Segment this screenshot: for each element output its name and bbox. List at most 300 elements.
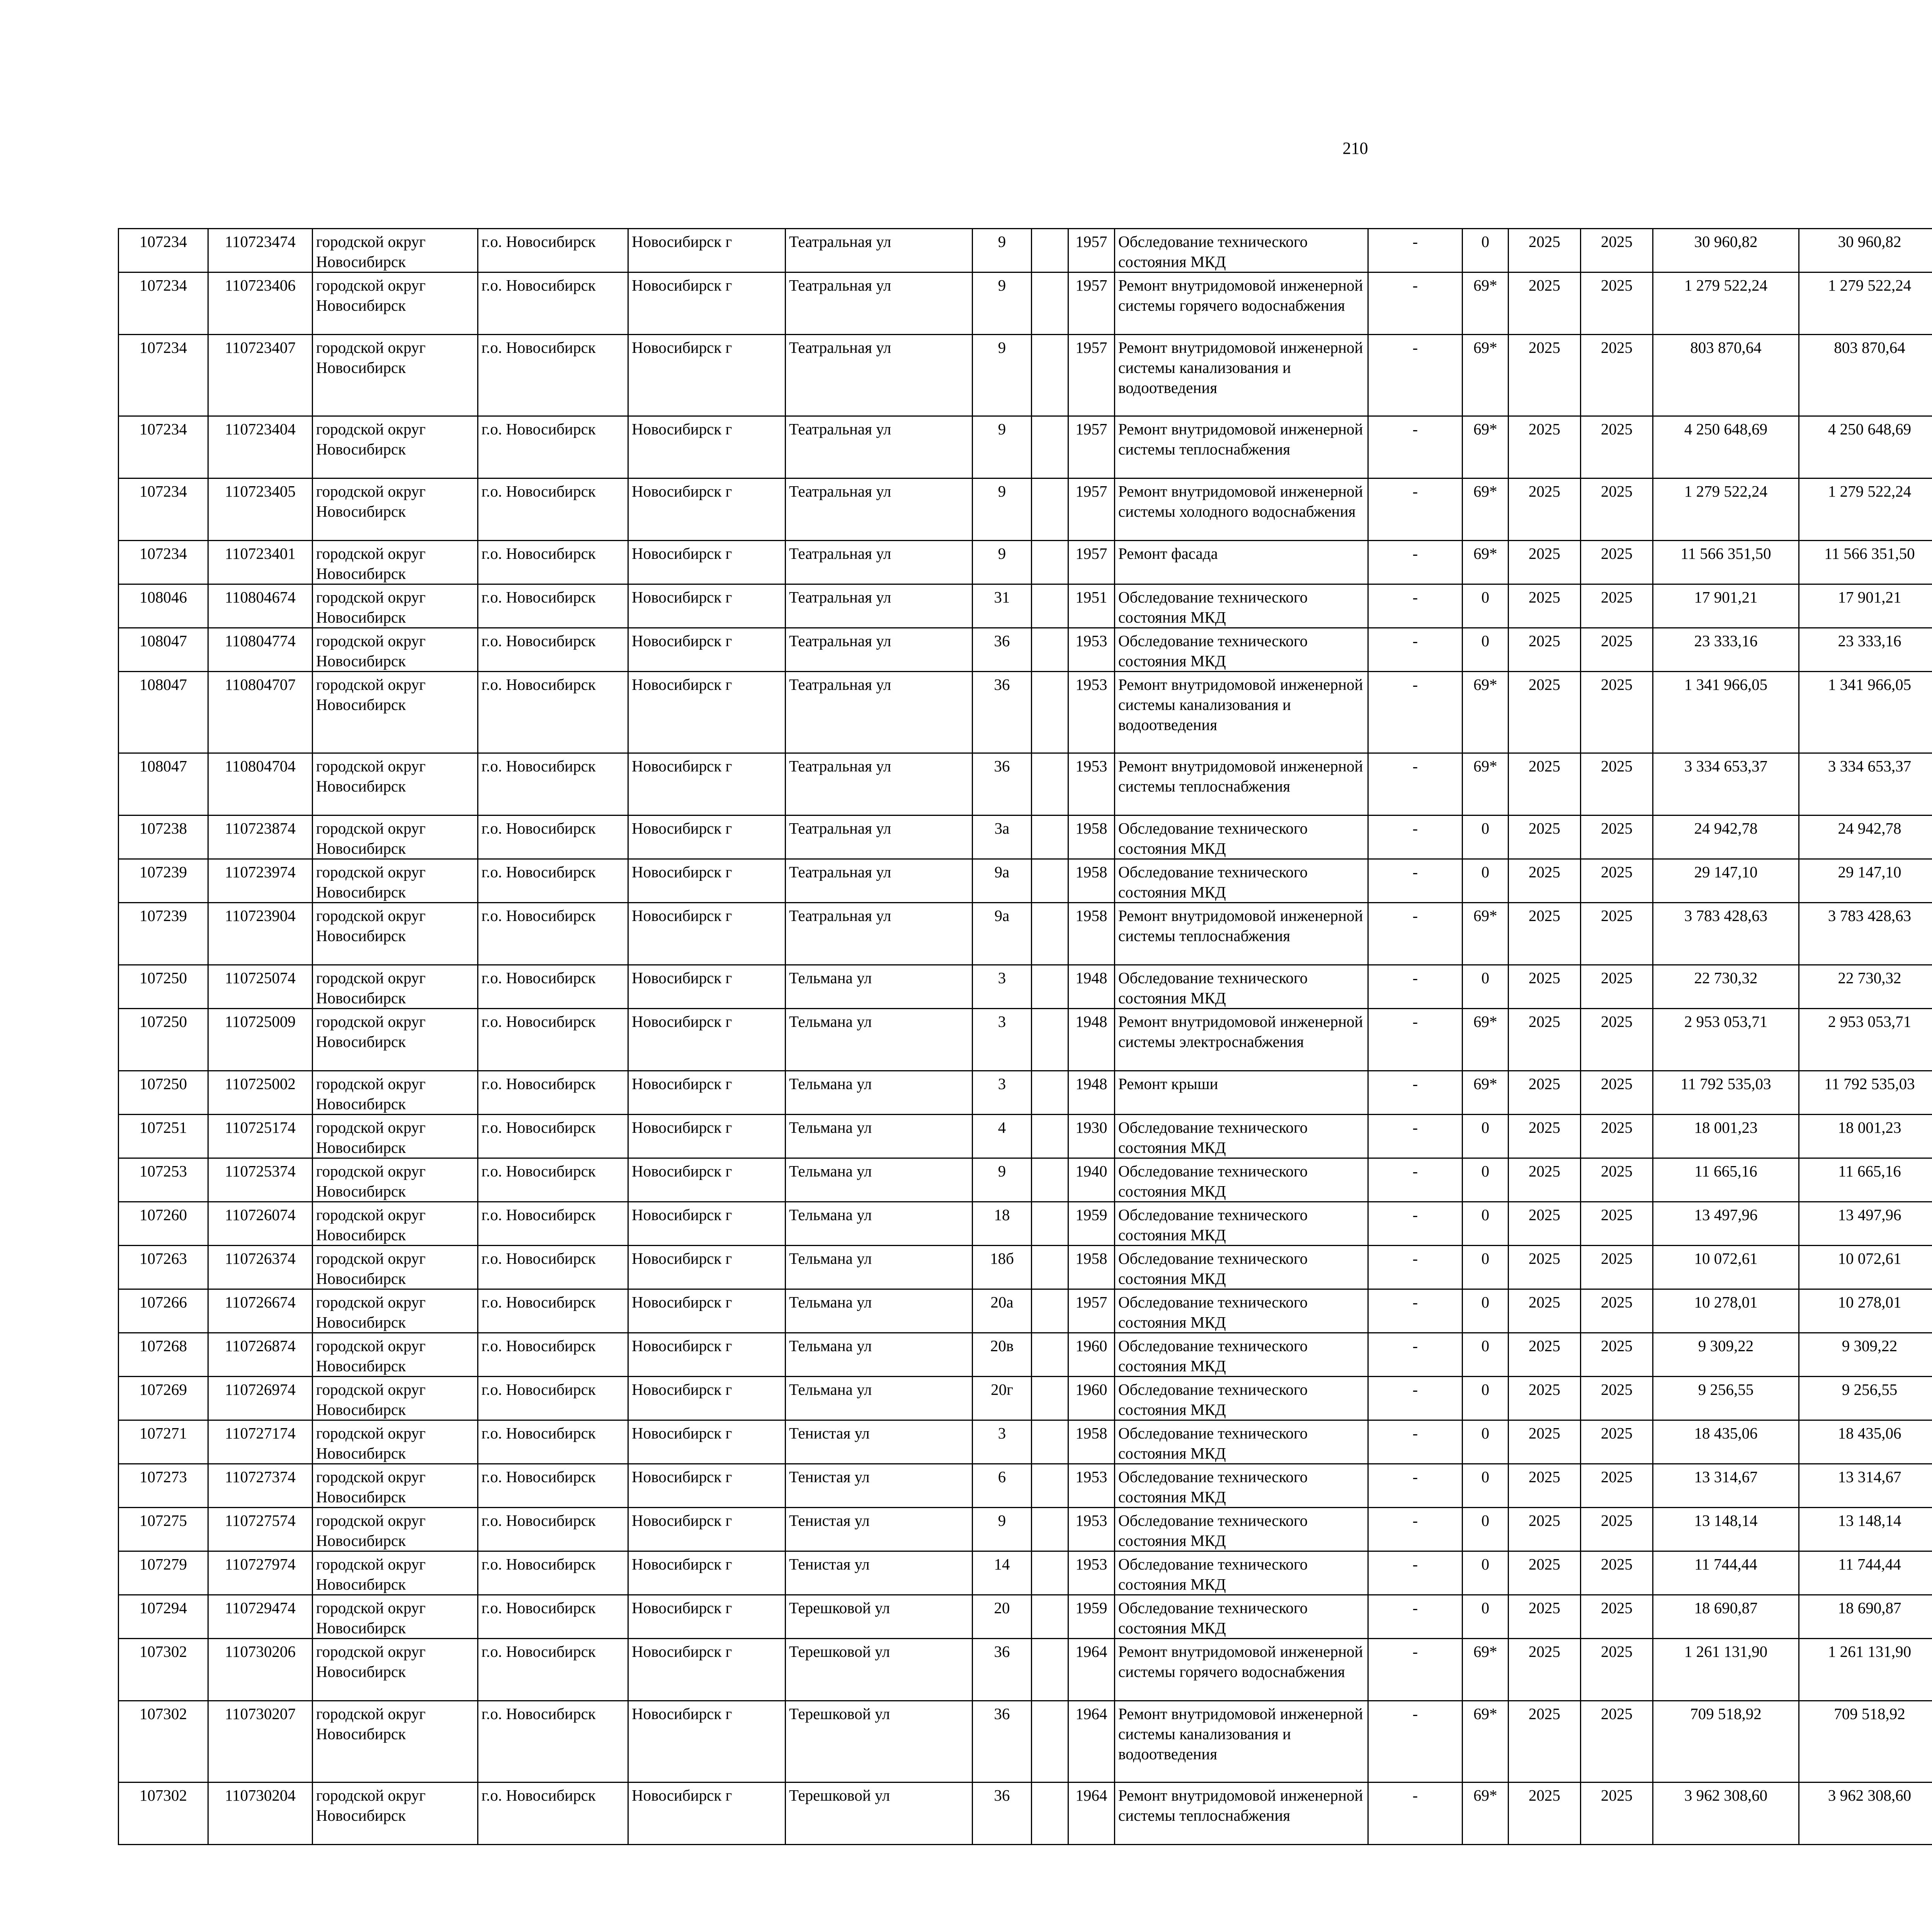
cell-municipality: городской округ Новосибирск bbox=[313, 1508, 478, 1551]
cell-municipality: городской округ Новосибирск bbox=[313, 1551, 478, 1595]
cell-dash: - bbox=[1368, 1639, 1463, 1701]
cell-dash: - bbox=[1368, 628, 1463, 672]
table-row bbox=[119, 859, 1932, 903]
cell-settlement: г.о. Новосибирск bbox=[478, 1202, 628, 1246]
cell-dash: - bbox=[1368, 272, 1463, 335]
cell-municipality: городской округ Новосибирск bbox=[313, 478, 478, 541]
table-row bbox=[119, 1551, 1932, 1595]
cell-year-end: 2025 bbox=[1581, 965, 1653, 1009]
cell-cost-fund: 2 953 053,71 bbox=[1799, 1009, 1932, 1071]
cell-year-end: 2025 bbox=[1581, 1289, 1653, 1333]
cell-year-start: 2025 bbox=[1509, 1071, 1581, 1115]
cell-street: Театральная ул bbox=[786, 541, 973, 584]
cell-build-year: 1953 bbox=[1068, 753, 1115, 815]
table-row bbox=[119, 272, 1932, 335]
cell-locality: Новосибирск г bbox=[628, 1464, 786, 1508]
cell-year-end: 2025 bbox=[1581, 903, 1653, 965]
cell-house-id: 107260 bbox=[119, 1202, 208, 1246]
cell-settlement: г.о. Новосибирск bbox=[478, 1595, 628, 1639]
cell-build-year: 1958 bbox=[1068, 903, 1115, 965]
cell-work-code: 110727374 bbox=[208, 1464, 313, 1508]
cell-municipality: городской округ Новосибирск bbox=[313, 1377, 478, 1420]
cell-municipality: городской округ Новосибирск bbox=[313, 1701, 478, 1783]
cell-letter bbox=[1032, 1701, 1068, 1783]
cell-work-code: 110723401 bbox=[208, 541, 313, 584]
cell-year-end: 2025 bbox=[1581, 1333, 1653, 1377]
cell-locality: Новосибирск г bbox=[628, 1115, 786, 1158]
cell-year-start: 2025 bbox=[1509, 1508, 1581, 1551]
cell-cost-fund: 17 901,21 bbox=[1799, 584, 1932, 628]
cell-cost-total: 11 665,16 bbox=[1653, 1158, 1799, 1202]
cell-cost-total: 1 279 522,24 bbox=[1653, 478, 1799, 541]
cell-year-start: 2025 bbox=[1509, 1420, 1581, 1464]
cell-dash: - bbox=[1368, 1420, 1463, 1464]
cell-municipality: городской округ Новосибирск bbox=[313, 1009, 478, 1071]
cell-dash: - bbox=[1368, 859, 1463, 903]
cell-locality: Новосибирск г bbox=[628, 1071, 786, 1115]
cell-letter bbox=[1032, 478, 1068, 541]
cell-year-start: 2025 bbox=[1509, 1701, 1581, 1783]
cell-work-type: Ремонт внутридомовой инженерной системы холодного водоснабжения bbox=[1115, 478, 1368, 541]
cell-cost-total: 13 148,14 bbox=[1653, 1508, 1799, 1551]
cell-street: Тельмана ул bbox=[786, 965, 973, 1009]
cell-cost-fund: 9 309,22 bbox=[1799, 1333, 1932, 1377]
cell-year-end: 2025 bbox=[1581, 229, 1653, 272]
cell-year-start: 2025 bbox=[1509, 335, 1581, 416]
cell-house-number: 36 bbox=[973, 1639, 1032, 1701]
cell-municipality: городской округ Новосибирск bbox=[313, 1289, 478, 1333]
cell-cost-total: 2 953 053,71 bbox=[1653, 1009, 1799, 1071]
cell-year-start: 2025 bbox=[1509, 672, 1581, 753]
cell-build-year: 1957 bbox=[1068, 416, 1115, 478]
cell-dash: - bbox=[1368, 584, 1463, 628]
cell-year-start: 2025 bbox=[1509, 859, 1581, 903]
cell-house-id: 107275 bbox=[119, 1508, 208, 1551]
cell-year-end: 2025 bbox=[1581, 584, 1653, 628]
cell-house-id: 107239 bbox=[119, 859, 208, 903]
cell-sign: 69* bbox=[1463, 272, 1509, 335]
cell-cost-fund: 11 744,44 bbox=[1799, 1551, 1932, 1595]
cell-house-number: 9 bbox=[973, 478, 1032, 541]
cell-house-number: 14 bbox=[973, 1551, 1032, 1595]
cell-work-code: 110723405 bbox=[208, 478, 313, 541]
cell-house-id: 107238 bbox=[119, 815, 208, 859]
cell-dash: - bbox=[1368, 478, 1463, 541]
table-row bbox=[119, 1246, 1932, 1289]
cell-work-code: 110730204 bbox=[208, 1783, 313, 1845]
cell-dash: - bbox=[1368, 815, 1463, 859]
cell-house-id: 107234 bbox=[119, 229, 208, 272]
cell-sign: 69* bbox=[1463, 1639, 1509, 1701]
cell-house-number: 9 bbox=[973, 1158, 1032, 1202]
cell-settlement: г.о. Новосибирск bbox=[478, 753, 628, 815]
cell-build-year: 1958 bbox=[1068, 859, 1115, 903]
cell-work-code: 110725374 bbox=[208, 1158, 313, 1202]
cell-build-year: 1957 bbox=[1068, 229, 1115, 272]
cell-municipality: городской округ Новосибирск bbox=[313, 1158, 478, 1202]
cell-dash: - bbox=[1368, 1202, 1463, 1246]
cell-build-year: 1964 bbox=[1068, 1783, 1115, 1845]
cell-street: Терешковой ул bbox=[786, 1595, 973, 1639]
cell-work-code: 110726374 bbox=[208, 1246, 313, 1289]
cell-work-code: 110726874 bbox=[208, 1333, 313, 1377]
table-row bbox=[119, 1071, 1932, 1115]
cell-letter bbox=[1032, 1595, 1068, 1639]
cell-house-number: 3 bbox=[973, 1009, 1032, 1071]
table-row bbox=[119, 1639, 1932, 1701]
cell-work-code: 110730207 bbox=[208, 1701, 313, 1783]
cell-settlement: г.о. Новосибирск bbox=[478, 1246, 628, 1289]
cell-work-type: Обследование технического состояния МКД bbox=[1115, 1202, 1368, 1246]
cell-municipality: городской округ Новосибирск bbox=[313, 1071, 478, 1115]
cell-letter bbox=[1032, 1508, 1068, 1551]
cell-letter bbox=[1032, 1009, 1068, 1071]
cell-year-end: 2025 bbox=[1581, 1158, 1653, 1202]
cell-year-start: 2025 bbox=[1509, 478, 1581, 541]
cell-cost-fund: 18 001,23 bbox=[1799, 1115, 1932, 1158]
cell-house-number: 9а bbox=[973, 903, 1032, 965]
cell-cost-total: 4 250 648,69 bbox=[1653, 416, 1799, 478]
cell-dash: - bbox=[1368, 1508, 1463, 1551]
cell-street: Тельмана ул bbox=[786, 1246, 973, 1289]
cell-settlement: г.о. Новосибирск bbox=[478, 584, 628, 628]
cell-dash: - bbox=[1368, 1377, 1463, 1420]
cell-cost-total: 11 744,44 bbox=[1653, 1551, 1799, 1595]
cell-year-start: 2025 bbox=[1509, 416, 1581, 478]
cell-municipality: городской округ Новосибирск bbox=[313, 416, 478, 478]
cell-year-end: 2025 bbox=[1581, 1464, 1653, 1508]
repair-program-table-wrap bbox=[118, 228, 1932, 1845]
cell-municipality: городской округ Новосибирск bbox=[313, 541, 478, 584]
cell-work-code: 110727574 bbox=[208, 1508, 313, 1551]
table-row bbox=[119, 1701, 1932, 1783]
cell-street: Театральная ул bbox=[786, 272, 973, 335]
cell-locality: Новосибирск г bbox=[628, 672, 786, 753]
cell-municipality: городской округ Новосибирск bbox=[313, 628, 478, 672]
cell-locality: Новосибирск г bbox=[628, 628, 786, 672]
cell-sign: 69* bbox=[1463, 416, 1509, 478]
cell-letter bbox=[1032, 1289, 1068, 1333]
cell-sign: 0 bbox=[1463, 1377, 1509, 1420]
cell-sign: 69* bbox=[1463, 672, 1509, 753]
cell-sign: 0 bbox=[1463, 1464, 1509, 1508]
cell-house-id: 107302 bbox=[119, 1701, 208, 1783]
table-row bbox=[119, 416, 1932, 478]
cell-locality: Новосибирск г bbox=[628, 272, 786, 335]
cell-house-number: 36 bbox=[973, 753, 1032, 815]
cell-letter bbox=[1032, 1639, 1068, 1701]
cell-letter bbox=[1032, 1202, 1068, 1246]
cell-cost-total: 18 001,23 bbox=[1653, 1115, 1799, 1158]
cell-cost-total: 10 278,01 bbox=[1653, 1289, 1799, 1333]
cell-settlement: г.о. Новосибирск bbox=[478, 541, 628, 584]
cell-year-start: 2025 bbox=[1509, 541, 1581, 584]
table-row bbox=[119, 478, 1932, 541]
cell-build-year: 1957 bbox=[1068, 335, 1115, 416]
cell-work-code: 110723407 bbox=[208, 335, 313, 416]
cell-street: Тельмана ул bbox=[786, 1158, 973, 1202]
cell-work-type: Обследование технического состояния МКД bbox=[1115, 628, 1368, 672]
cell-settlement: г.о. Новосибирск bbox=[478, 1071, 628, 1115]
cell-dash: - bbox=[1368, 1289, 1463, 1333]
cell-year-start: 2025 bbox=[1509, 1158, 1581, 1202]
cell-cost-total: 18 690,87 bbox=[1653, 1595, 1799, 1639]
cell-year-end: 2025 bbox=[1581, 1420, 1653, 1464]
cell-year-end: 2025 bbox=[1581, 1202, 1653, 1246]
cell-year-start: 2025 bbox=[1509, 1595, 1581, 1639]
cell-house-number: 9 bbox=[973, 541, 1032, 584]
cell-letter bbox=[1032, 1377, 1068, 1420]
cell-street: Тельмана ул bbox=[786, 1115, 973, 1158]
cell-house-number: 20а bbox=[973, 1289, 1032, 1333]
cell-locality: Новосибирск г bbox=[628, 815, 786, 859]
cell-year-end: 2025 bbox=[1581, 628, 1653, 672]
cell-letter bbox=[1032, 1246, 1068, 1289]
cell-cost-fund: 23 333,16 bbox=[1799, 628, 1932, 672]
cell-work-type: Ремонт внутридомовой инженерной системы теплоснабжения bbox=[1115, 903, 1368, 965]
cell-cost-total: 10 072,61 bbox=[1653, 1246, 1799, 1289]
page-number: 210 bbox=[1342, 139, 1368, 158]
cell-municipality: городской округ Новосибирск bbox=[313, 1639, 478, 1701]
cell-work-code: 110804707 bbox=[208, 672, 313, 753]
cell-sign: 0 bbox=[1463, 965, 1509, 1009]
cell-year-start: 2025 bbox=[1509, 1377, 1581, 1420]
cell-street: Театральная ул bbox=[786, 416, 973, 478]
cell-house-number: 9 bbox=[973, 416, 1032, 478]
table-row bbox=[119, 1508, 1932, 1551]
cell-street: Тельмана ул bbox=[786, 1009, 973, 1071]
cell-cost-total: 24 942,78 bbox=[1653, 815, 1799, 859]
cell-dash: - bbox=[1368, 1071, 1463, 1115]
table-row bbox=[119, 753, 1932, 815]
cell-build-year: 1957 bbox=[1068, 1289, 1115, 1333]
cell-sign: 69* bbox=[1463, 903, 1509, 965]
cell-work-code: 110725074 bbox=[208, 965, 313, 1009]
cell-work-type: Обследование технического состояния МКД bbox=[1115, 1246, 1368, 1289]
cell-cost-total: 1 261 131,90 bbox=[1653, 1639, 1799, 1701]
cell-house-number: 36 bbox=[973, 628, 1032, 672]
cell-build-year: 1964 bbox=[1068, 1701, 1115, 1783]
cell-year-end: 2025 bbox=[1581, 859, 1653, 903]
cell-year-start: 2025 bbox=[1509, 1115, 1581, 1158]
cell-sign: 0 bbox=[1463, 859, 1509, 903]
cell-street: Театральная ул bbox=[786, 753, 973, 815]
cell-work-type: Обследование технического состояния МКД bbox=[1115, 1508, 1368, 1551]
cell-work-type: Ремонт внутридомовой инженерной системы горячего водоснабжения bbox=[1115, 1639, 1368, 1701]
cell-settlement: г.о. Новосибирск bbox=[478, 815, 628, 859]
cell-work-code: 110730206 bbox=[208, 1639, 313, 1701]
cell-year-end: 2025 bbox=[1581, 1639, 1653, 1701]
cell-settlement: г.о. Новосибирск bbox=[478, 965, 628, 1009]
cell-house-id: 107253 bbox=[119, 1158, 208, 1202]
table-row bbox=[119, 1289, 1932, 1333]
cell-cost-total: 23 333,16 bbox=[1653, 628, 1799, 672]
cell-work-type: Обследование технического состояния МКД bbox=[1115, 1115, 1368, 1158]
cell-municipality: городской округ Новосибирск bbox=[313, 1333, 478, 1377]
cell-house-number: 20 bbox=[973, 1595, 1032, 1639]
cell-dash: - bbox=[1368, 335, 1463, 416]
cell-house-number: 3 bbox=[973, 1071, 1032, 1115]
cell-street: Театральная ул bbox=[786, 672, 973, 753]
cell-year-end: 2025 bbox=[1581, 1246, 1653, 1289]
cell-letter bbox=[1032, 1551, 1068, 1595]
cell-house-number: 9 bbox=[973, 335, 1032, 416]
cell-cost-fund: 3 334 653,37 bbox=[1799, 753, 1932, 815]
cell-house-id: 108047 bbox=[119, 628, 208, 672]
cell-work-type: Ремонт внутридомовой инженерной системы теплоснабжения bbox=[1115, 416, 1368, 478]
cell-street: Терешковой ул bbox=[786, 1701, 973, 1783]
cell-sign: 69* bbox=[1463, 1009, 1509, 1071]
cell-cost-total: 709 518,92 bbox=[1653, 1701, 1799, 1783]
cell-locality: Новосибирск г bbox=[628, 1508, 786, 1551]
cell-house-number: 9а bbox=[973, 859, 1032, 903]
cell-locality: Новосибирск г bbox=[628, 1595, 786, 1639]
cell-cost-fund: 3 783 428,63 bbox=[1799, 903, 1932, 965]
repair-program-table bbox=[118, 228, 1932, 1845]
cell-work-code: 110723404 bbox=[208, 416, 313, 478]
cell-locality: Новосибирск г bbox=[628, 1289, 786, 1333]
cell-house-number: 3 bbox=[973, 1420, 1032, 1464]
cell-street: Тенистая ул bbox=[786, 1420, 973, 1464]
cell-house-id: 107302 bbox=[119, 1783, 208, 1845]
cell-cost-fund: 29 147,10 bbox=[1799, 859, 1932, 903]
cell-street: Тельмана ул bbox=[786, 1333, 973, 1377]
cell-sign: 69* bbox=[1463, 1071, 1509, 1115]
cell-year-end: 2025 bbox=[1581, 1701, 1653, 1783]
cell-cost-fund: 22 730,32 bbox=[1799, 965, 1932, 1009]
cell-house-number: 3а bbox=[973, 815, 1032, 859]
cell-locality: Новосибирск г bbox=[628, 753, 786, 815]
cell-work-type: Ремонт крыши bbox=[1115, 1071, 1368, 1115]
cell-municipality: городской округ Новосибирск bbox=[313, 272, 478, 335]
cell-locality: Новосибирск г bbox=[628, 1333, 786, 1377]
cell-locality: Новосибирск г bbox=[628, 478, 786, 541]
cell-work-type: Обследование технического состояния МКД bbox=[1115, 1595, 1368, 1639]
cell-settlement: г.о. Новосибирск bbox=[478, 1333, 628, 1377]
cell-street: Тенистая ул bbox=[786, 1464, 973, 1508]
cell-house-id: 107279 bbox=[119, 1551, 208, 1595]
cell-house-number: 18 bbox=[973, 1202, 1032, 1246]
cell-dash: - bbox=[1368, 541, 1463, 584]
cell-letter bbox=[1032, 1158, 1068, 1202]
cell-settlement: г.о. Новосибирск bbox=[478, 335, 628, 416]
cell-year-start: 2025 bbox=[1509, 1202, 1581, 1246]
cell-work-type: Обследование технического состояния МКД bbox=[1115, 1551, 1368, 1595]
cell-sign: 69* bbox=[1463, 541, 1509, 584]
cell-sign: 0 bbox=[1463, 1595, 1509, 1639]
cell-year-start: 2025 bbox=[1509, 753, 1581, 815]
cell-letter bbox=[1032, 272, 1068, 335]
cell-work-code: 110725009 bbox=[208, 1009, 313, 1071]
cell-street: Тельмана ул bbox=[786, 1202, 973, 1246]
cell-year-end: 2025 bbox=[1581, 416, 1653, 478]
cell-work-code: 110723974 bbox=[208, 859, 313, 903]
cell-letter bbox=[1032, 229, 1068, 272]
cell-locality: Новосибирск г bbox=[628, 1202, 786, 1246]
cell-year-end: 2025 bbox=[1581, 1377, 1653, 1420]
cell-build-year: 1957 bbox=[1068, 541, 1115, 584]
cell-dash: - bbox=[1368, 1551, 1463, 1595]
cell-sign: 69* bbox=[1463, 1783, 1509, 1845]
cell-year-end: 2025 bbox=[1581, 815, 1653, 859]
cell-build-year: 1959 bbox=[1068, 1595, 1115, 1639]
cell-house-number: 36 bbox=[973, 1783, 1032, 1845]
cell-letter bbox=[1032, 1464, 1068, 1508]
cell-street: Терешковой ул bbox=[786, 1783, 973, 1845]
cell-build-year: 1953 bbox=[1068, 672, 1115, 753]
table-row bbox=[119, 815, 1932, 859]
cell-cost-fund: 3 962 308,60 bbox=[1799, 1783, 1932, 1845]
cell-cost-fund: 4 250 648,69 bbox=[1799, 416, 1932, 478]
cell-settlement: г.о. Новосибирск bbox=[478, 1289, 628, 1333]
cell-street: Тельмана ул bbox=[786, 1071, 973, 1115]
cell-work-type: Ремонт фасада bbox=[1115, 541, 1368, 584]
cell-year-end: 2025 bbox=[1581, 1508, 1653, 1551]
cell-cost-total: 13 497,96 bbox=[1653, 1202, 1799, 1246]
cell-work-code: 110723406 bbox=[208, 272, 313, 335]
cell-work-type: Обследование технического состояния МКД bbox=[1115, 584, 1368, 628]
cell-work-code: 110726674 bbox=[208, 1289, 313, 1333]
cell-year-end: 2025 bbox=[1581, 1783, 1653, 1845]
cell-year-end: 2025 bbox=[1581, 753, 1653, 815]
cell-build-year: 1958 bbox=[1068, 1420, 1115, 1464]
cell-street: Тельмана ул bbox=[786, 1377, 973, 1420]
cell-sign: 0 bbox=[1463, 584, 1509, 628]
cell-cost-fund: 13 148,14 bbox=[1799, 1508, 1932, 1551]
cell-year-end: 2025 bbox=[1581, 478, 1653, 541]
cell-locality: Новосибирск г bbox=[628, 229, 786, 272]
cell-work-code: 110725174 bbox=[208, 1115, 313, 1158]
cell-year-start: 2025 bbox=[1509, 1009, 1581, 1071]
cell-street: Театральная ул bbox=[786, 584, 973, 628]
cell-work-code: 110804704 bbox=[208, 753, 313, 815]
cell-work-code: 110723474 bbox=[208, 229, 313, 272]
cell-dash: - bbox=[1368, 903, 1463, 965]
cell-letter bbox=[1032, 859, 1068, 903]
cell-dash: - bbox=[1368, 1158, 1463, 1202]
cell-year-end: 2025 bbox=[1581, 272, 1653, 335]
cell-year-start: 2025 bbox=[1509, 1639, 1581, 1701]
cell-municipality: городской округ Новосибирск bbox=[313, 1783, 478, 1845]
cell-cost-fund: 1 279 522,24 bbox=[1799, 478, 1932, 541]
cell-locality: Новосибирск г bbox=[628, 1639, 786, 1701]
cell-municipality: городской округ Новосибирск bbox=[313, 965, 478, 1009]
cell-work-type: Обследование технического состояния МКД bbox=[1115, 229, 1368, 272]
cell-sign: 0 bbox=[1463, 1202, 1509, 1246]
cell-letter bbox=[1032, 903, 1068, 965]
cell-build-year: 1960 bbox=[1068, 1377, 1115, 1420]
cell-municipality: городской округ Новосибирск bbox=[313, 1115, 478, 1158]
cell-cost-fund: 803 870,64 bbox=[1799, 335, 1932, 416]
table-row bbox=[119, 1595, 1932, 1639]
cell-build-year: 1940 bbox=[1068, 1158, 1115, 1202]
cell-year-start: 2025 bbox=[1509, 903, 1581, 965]
cell-work-type: Обследование технического состояния МКД bbox=[1115, 1420, 1368, 1464]
cell-locality: Новосибирск г bbox=[628, 1420, 786, 1464]
cell-cost-fund: 709 518,92 bbox=[1799, 1701, 1932, 1783]
cell-cost-fund: 30 960,82 bbox=[1799, 229, 1932, 272]
cell-house-number: 3 bbox=[973, 965, 1032, 1009]
cell-year-start: 2025 bbox=[1509, 815, 1581, 859]
cell-sign: 0 bbox=[1463, 1508, 1509, 1551]
cell-letter bbox=[1032, 672, 1068, 753]
cell-settlement: г.о. Новосибирск bbox=[478, 1115, 628, 1158]
cell-house-number: 36 bbox=[973, 672, 1032, 753]
cell-work-code: 110804774 bbox=[208, 628, 313, 672]
cell-house-id: 107234 bbox=[119, 478, 208, 541]
cell-letter bbox=[1032, 416, 1068, 478]
cell-build-year: 1958 bbox=[1068, 815, 1115, 859]
